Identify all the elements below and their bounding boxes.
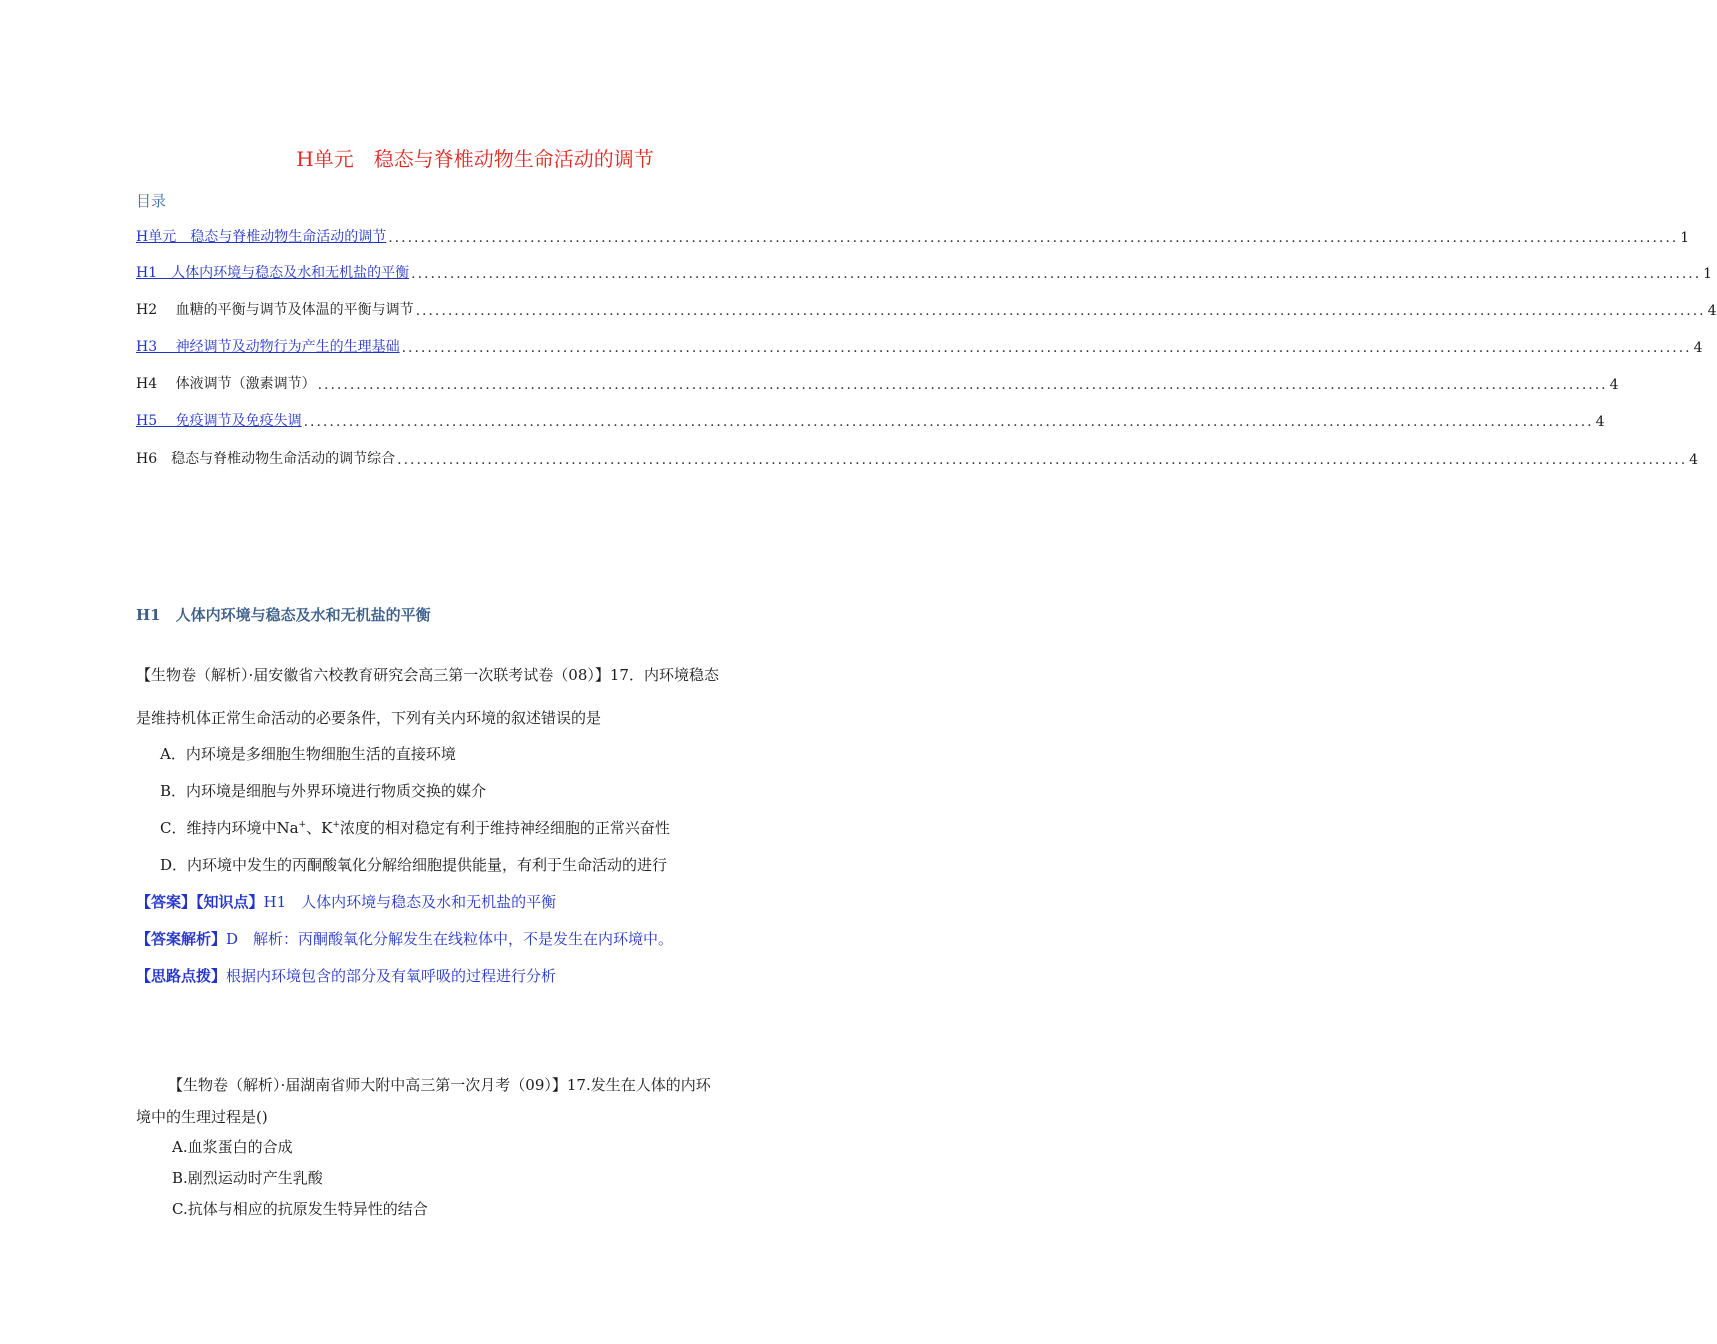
- toc-item-page: 1: [1680, 230, 1690, 246]
- toc-item: [136, 448, 1699, 468]
- toc-item-label[interactable]: H单元 稳态与脊椎动物生命活动的调节: [136, 229, 387, 245]
- q2-option-c: C.抗体与相应的抗原发生特异性的结合: [172, 1200, 428, 1218]
- toc-leader-dots: ........................................................................................................................................................................................................: [317, 377, 1608, 393]
- toc-item-page: 4: [1609, 377, 1619, 393]
- toc-item[interactable]: [136, 410, 1605, 430]
- toc-item: [136, 299, 1717, 319]
- section-heading-h1: H1 人体内环境与稳态及水和无机盐的平衡: [136, 606, 431, 624]
- q1-option-b: B．内环境是细胞与外界环境进行物质交换的媒介: [160, 782, 487, 800]
- toc-item-label[interactable]: H3 神经调节及动物行为产生的生理基础: [136, 339, 400, 355]
- toc-item-page: 4: [1693, 340, 1703, 356]
- toc-leader-dots: ........................................................................................................................................................................................................: [397, 452, 1688, 468]
- document-title: H单元 稳态与脊椎动物生命活动的调节: [296, 147, 654, 171]
- toc-item: [136, 373, 1619, 393]
- q1-answer: 【答案】【知识点】H1 人体内环境与稳态及水和无机盐的平衡: [136, 893, 557, 911]
- toc-item-label[interactable]: H1 人体内环境与稳态及水和无机盐的平衡: [136, 265, 410, 281]
- toc-heading: 目录: [136, 192, 167, 210]
- toc-item-page: 1: [1703, 266, 1713, 282]
- toc-item-page: 4: [1707, 303, 1717, 319]
- q2-stem-line2: 境中的生理过程是(): [136, 1108, 268, 1126]
- q1-explanation: 【答案解析】D 解析：丙酮酸氧化分解发生在线粒体中，不是发生在内环境中。: [136, 930, 674, 948]
- q2-option-b: B.剧烈运动时产生乳酸: [172, 1169, 323, 1187]
- toc-item[interactable]: [136, 226, 1690, 246]
- q1-option-d: D．内环境中发生的丙酮酸氧化分解给细胞提供能量，有利于生命活动的进行: [160, 856, 668, 874]
- q1-stem-line2: 是维持机体正常生命活动的必要条件，下列有关内环境的叙述错误的是: [136, 709, 602, 727]
- toc-item-label: H2 血糖的平衡与调节及体温的平衡与调节: [136, 302, 414, 318]
- toc-item[interactable]: [136, 336, 1703, 356]
- toc-item-page: 4: [1595, 414, 1605, 430]
- toc-leader-dots: ........................................................................................................................................................................................................: [401, 340, 1692, 356]
- q1-option-c: C．维持内环境中Na+、K+浓度的相对稳定有利于维持神经细胞的正常兴奋性: [160, 819, 670, 837]
- toc-item-label: H6 稳态与脊椎动物生命活动的调节综合: [136, 451, 396, 467]
- toc-leader-dots: ........................................................................................................................................................................................................: [415, 303, 1706, 319]
- toc-leader-dots: ........................................................................................................................................................................................................: [303, 414, 1594, 430]
- toc-item-label[interactable]: H5 免疫调节及免疫失调: [136, 413, 302, 429]
- toc-item-label: H4 体液调节（激素调节）: [136, 376, 316, 392]
- q2-option-a: A.血浆蛋白的合成: [172, 1138, 293, 1156]
- q2-stem-line1: 【生物卷（解析）·届湖南省师大附中高三第一次月考（09）】17.发生在人体的内环: [168, 1076, 711, 1094]
- toc-item[interactable]: [136, 262, 1713, 282]
- toc-item-page: 4: [1689, 452, 1699, 468]
- q1-tip: 【思路点拨】根据内环境包含的部分及有氧呼吸的过程进行分析: [136, 967, 557, 985]
- toc-leader-dots: ........................................................................................................................................................................................................: [388, 230, 1679, 246]
- toc-leader-dots: ........................................................................................................................................................................................................: [411, 266, 1702, 282]
- q1-option-a: A．内环境是多细胞生物细胞生活的直接环境: [160, 745, 456, 763]
- q1-stem-line1: 【生物卷（解析）·届安徽省六校教育研究会高三第一次联考试卷（08）】17．内环境稳态: [136, 666, 719, 684]
